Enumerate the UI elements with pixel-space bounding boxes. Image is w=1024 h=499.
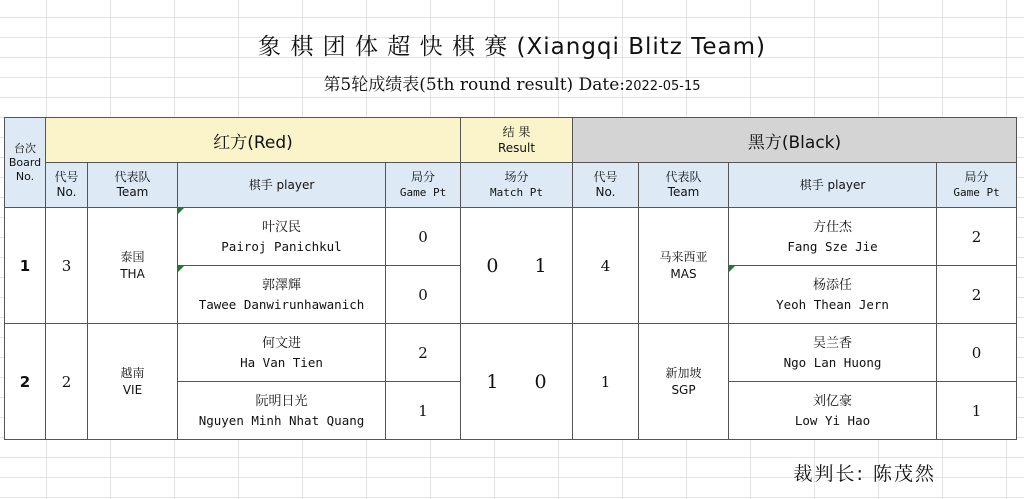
red-team-name-zh: 泰国 [120, 249, 145, 264]
match-pt-black: 0 [534, 370, 547, 393]
red-team-cell [88, 208, 178, 324]
red-gamept-header [386, 163, 461, 208]
board-header-cell [5, 118, 46, 208]
red-game-pt: 2 [386, 324, 461, 382]
player-name-zh: 方仕杰 [813, 219, 853, 235]
player-name-zh: 刘亿豪 [813, 393, 853, 409]
header-row-top [5, 118, 1017, 163]
team-header-zh: 代表队 [665, 170, 702, 184]
player-name-en: Ngo Lan Huong [783, 354, 882, 370]
black-team-cell [639, 324, 729, 440]
red-player-cell [178, 382, 386, 440]
team-header-en: Team [667, 185, 700, 199]
red-code-header [46, 163, 88, 208]
header-row-sub [5, 163, 1017, 208]
board-number: 1 [5, 208, 46, 324]
player-name-en: Yeoh Thean Jern [776, 296, 889, 312]
matchpt-header-zh: 场分 [504, 170, 529, 184]
player-name-en: Low Yi Hao [794, 412, 871, 428]
table-row [5, 324, 1017, 382]
team-header-zh: 代表队 [114, 170, 151, 184]
black-player-cell [729, 208, 937, 266]
player-name-zh: 叶汉民 [261, 219, 301, 235]
date-value: 2022-05-15 [624, 79, 701, 94]
player-name-en: Pairoj Panichkul [221, 238, 342, 254]
code-header-zh: 代号 [593, 170, 618, 184]
player-name-zh: 阮明日光 [255, 393, 308, 409]
black-gamept-header [937, 163, 1017, 208]
player-name-zh: 杨添任 [813, 277, 853, 293]
red-team-cell [88, 324, 178, 440]
red-team-code: 3 [46, 208, 88, 324]
black-player-header: 棋手 player [729, 163, 937, 208]
player-name-zh: 何文进 [261, 335, 301, 351]
board-header-en: Board [8, 155, 42, 169]
gamept-header-zh: 局分 [964, 170, 989, 184]
gamept-header-en: Game Pt [953, 186, 1000, 199]
subtitle-text: 第5轮成绩表(5th round result) Date: [323, 75, 625, 95]
black-game-pt: 0 [937, 324, 1017, 382]
red-side-header: 红方(Red) [46, 118, 461, 163]
black-code-header [573, 163, 639, 208]
red-team-name-en: VIE [122, 382, 143, 397]
gamept-header-en: Game Pt [399, 186, 447, 199]
player-name-en: Tawee Danwirunhawanich [198, 296, 365, 312]
match-pt-cell [461, 324, 573, 440]
chief-arbiter: 裁判长: 陈茂然 [793, 463, 936, 485]
red-team-header [88, 163, 178, 208]
red-player-cell [178, 266, 386, 324]
matchpt-header [461, 163, 573, 208]
black-team-name-zh: 新加坡 [665, 365, 702, 380]
black-player-cell [729, 266, 937, 324]
document-title: 象 棋 团 体 超 快 棋 赛 (Xiangqi Blitz Team) [258, 34, 766, 60]
player-name-en: Nguyen Minh Nhat Quang [198, 412, 365, 428]
red-game-pt: 0 [386, 208, 461, 266]
red-player-cell [178, 324, 386, 382]
code-header-en: No. [56, 185, 77, 199]
board-number: 2 [5, 324, 46, 440]
player-name-en: Ha Van Tien [240, 354, 323, 370]
black-game-pt: 2 [937, 208, 1017, 266]
black-team-header [639, 163, 729, 208]
match-pt-cell [461, 208, 573, 324]
match-pt-red: 0 [486, 254, 499, 277]
document-subtitle [0, 70, 1024, 95]
black-game-pt: 1 [937, 382, 1017, 440]
black-game-pt: 2 [937, 266, 1017, 324]
red-team-code: 2 [46, 324, 88, 440]
red-player-header: 棋手 player [178, 163, 386, 208]
code-header-en: No. [595, 185, 616, 199]
match-pt-black: 1 [534, 254, 547, 277]
result-header-en: Result [497, 141, 536, 155]
black-team-code: 4 [573, 208, 639, 324]
player-name-zh: 郭澤輝 [261, 277, 301, 293]
match-pt-red: 1 [486, 370, 499, 393]
results-table [4, 117, 1017, 440]
black-player-cell [729, 382, 937, 440]
red-player-cell [178, 208, 386, 266]
player-name-zh: 吴兰香 [813, 335, 853, 351]
red-game-pt: 0 [386, 266, 461, 324]
black-team-code: 1 [573, 324, 639, 440]
player-name-en: Fang Sze Jie [787, 238, 878, 254]
table-row [5, 208, 1017, 266]
black-team-name-en: SGP [671, 382, 696, 397]
red-game-pt: 1 [386, 382, 461, 440]
board-header-zh: 台次 [14, 141, 36, 155]
team-header-en: Team [116, 185, 149, 199]
black-team-cell [639, 208, 729, 324]
black-team-name-zh: 马来西亚 [659, 249, 708, 264]
red-team-name-zh: 越南 [120, 365, 145, 380]
red-team-name-en: THA [120, 266, 145, 281]
matchpt-header-en: Match Pt [490, 186, 543, 199]
code-header-zh: 代号 [54, 170, 79, 184]
black-player-cell [729, 324, 937, 382]
board-header-en-no: No. [15, 169, 35, 183]
gamept-header-zh: 局分 [411, 170, 436, 184]
result-header-zh: 结 果 [502, 125, 531, 139]
result-header [461, 118, 573, 163]
black-side-header: 黑方(Black) [573, 118, 1017, 163]
black-team-name-en: MAS [670, 266, 697, 281]
